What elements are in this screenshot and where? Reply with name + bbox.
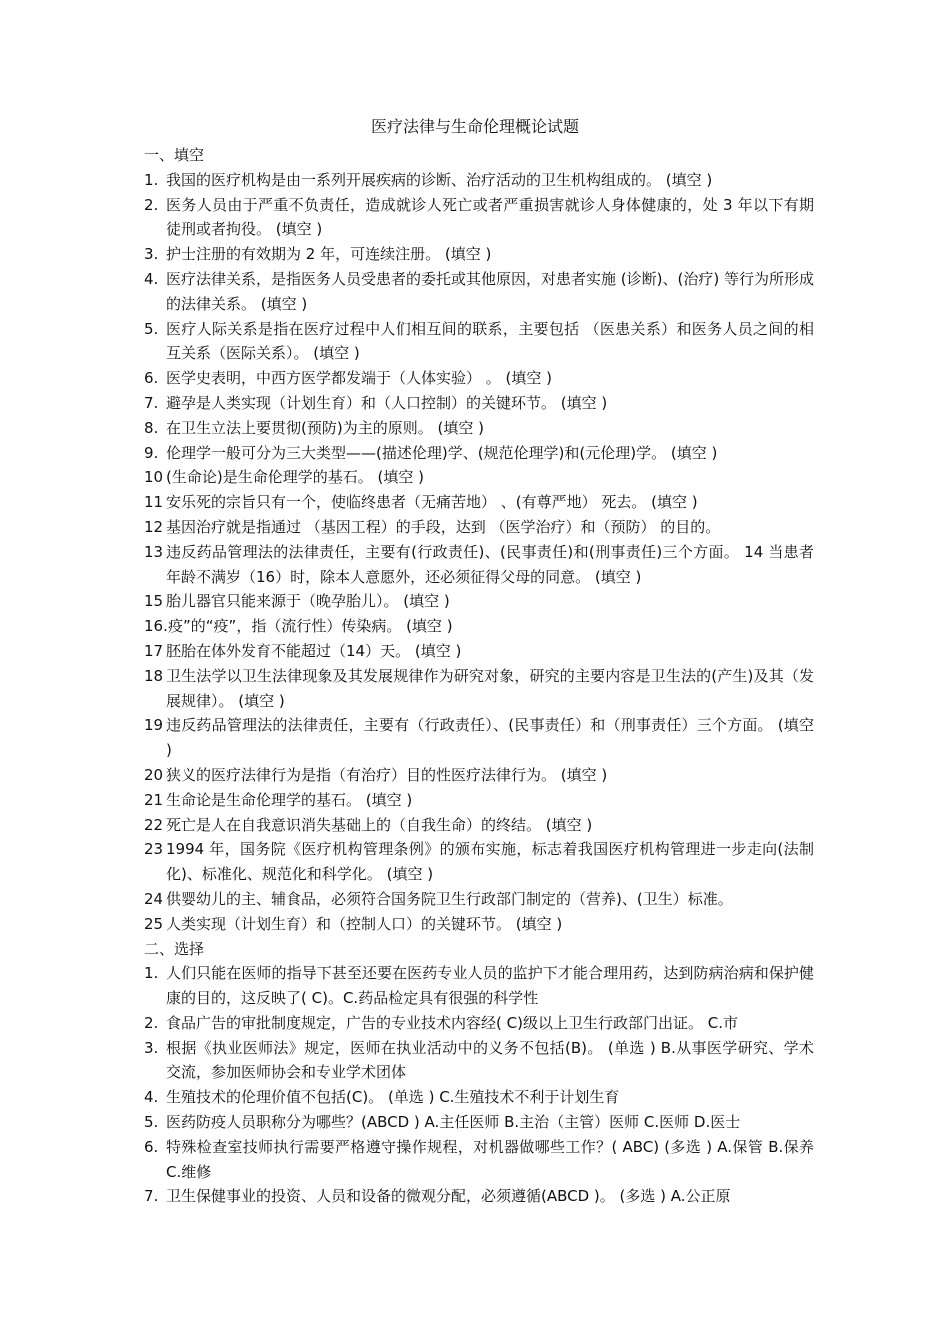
fill-in-question: [144, 515, 814, 540]
choice-question: [144, 1036, 814, 1086]
question-number: 4.: [144, 1088, 159, 1107]
question-number: 22: [144, 815, 164, 834]
question-text: 死亡是人在自我意识消失基础上的（自我生命）的终结。 (填空 ): [166, 815, 593, 834]
question-number: 6.: [144, 1137, 159, 1156]
question-text: 护士注册的有效期为 2 年，可连续注册。 (填空 ): [166, 245, 492, 264]
question-number: 1.: [144, 170, 159, 189]
question-text: 供婴幼儿的主、辅食品，必须符合国务院卫生行政部门制定的（营养)、(卫生）标准。: [166, 889, 733, 908]
question-number: 2.: [144, 1013, 159, 1032]
question-number: 7.: [144, 1187, 159, 1206]
question-text: 人类实现（计划生育）和（控制人口）的关键环节。 (填空 ): [166, 914, 563, 933]
question-text: 医药防疫人员职称分为哪些？(ABCD ) A.主任医师 B.主治（主管）医师 C.医师 D.医士: [166, 1113, 741, 1132]
question-number: 10: [144, 468, 164, 487]
fill-in-question: [144, 912, 814, 937]
question-number: 3.: [144, 1038, 159, 1057]
fill-in-question: [144, 416, 814, 441]
question-number: 8.: [144, 418, 159, 437]
question-number: 25: [144, 914, 164, 933]
question-number: 11: [144, 493, 164, 512]
fill-in-question: [144, 465, 814, 490]
choice-question: [144, 1184, 814, 1209]
question-number: 7.: [144, 393, 159, 412]
question-number: 9.: [144, 443, 159, 462]
question-number: 23: [144, 840, 164, 859]
question-text: 1994 年，国务院《医疗机构管理条例》的颁布实施，标志着我国医疗机构管理进一步走向(法制化)、标准化、规范化和科学化。 (填空 ): [166, 840, 814, 884]
section-heading-fill-in: 一、填空: [144, 146, 205, 164]
fill-in-question: [144, 366, 814, 391]
question-text: 医务人员由于严重不负责任，造成就诊人死亡或者严重损害就诊人身体健康的，处 3 年以下有期徒刑或者拘役。 (填空 ): [166, 195, 814, 239]
question-text: 避孕是人类实现（计划生育）和（人口控制）的关键环节。 (填空 ): [166, 393, 608, 412]
section-heading-choice: 二、选择: [144, 939, 205, 958]
question-text: 生命论是生命伦理学的基石。 (填空 ): [166, 790, 413, 809]
fill-in-question: [144, 242, 814, 267]
fill-in-question: [144, 441, 814, 466]
question-number: 5.: [144, 319, 159, 338]
fill-in-question: [144, 837, 814, 887]
question-text: 医学史表明，中西方医学都发端于（人体实验） 。 (填空 ): [166, 369, 553, 388]
question-text: 安乐死的宗旨只有一个，使临终患者（无痛苦地） 、(有尊严地） 死去。 (填空 ): [166, 493, 698, 512]
question-number: 24: [144, 889, 164, 908]
question-text: 卫生保健事业的投资、人员和设备的微观分配，必须遵循(ABCD )。 (多选 ) A.公正原: [166, 1187, 731, 1206]
question-text: 我国的医疗机构是由一系列开展疾病的诊断、治疗活动的卫生机构组成的。 (填空 ): [166, 170, 713, 189]
question-number: 17: [144, 641, 164, 660]
choice-question: [144, 961, 814, 1011]
fill-in-question: [144, 168, 814, 193]
fill-in-question: [144, 788, 814, 813]
fill-in-question: [144, 317, 814, 367]
fill-in-question: [144, 490, 814, 515]
question-text: 生殖技术的伦理价值不包括(C)。 (单选 ) C.生殖技术不利于计划生育: [166, 1088, 620, 1107]
choice-question: [144, 1110, 814, 1135]
fill-in-question: [144, 614, 814, 639]
fill-in-question: [144, 639, 814, 664]
fill-in-question: [144, 664, 814, 714]
fill-in-question: [144, 763, 814, 788]
question-text: 胎儿器官只能来源于（晚孕胎儿）。 (填空 ): [166, 592, 450, 611]
question-text: 伦理学一般可分为三大类型——(描述伦理)学、(规范伦理学)和(元伦理)学。 (填空 ): [166, 443, 718, 462]
choice-question: [144, 1085, 814, 1110]
question-number: 21: [144, 790, 164, 809]
fill-in-question-list: [144, 168, 814, 937]
question-number: 6.: [144, 369, 159, 388]
question-text: (生命论)是生命伦理学的基石。 (填空 ): [166, 468, 424, 487]
question-text: 基因治疗就是指通过 （基因工程）的手段，达到 （医学治疗）和（预防） 的目的。: [166, 517, 721, 536]
fill-in-question: [144, 193, 814, 243]
question-text: 医疗人际关系是指在医疗过程中人们相互间的联系，主要包括 （医患关系）和医务人员之间的相互关系（医际关系）。 (填空 ): [166, 319, 814, 363]
fill-in-question: [144, 887, 814, 912]
question-number: 16.: [144, 617, 168, 636]
document-body: [144, 143, 814, 1209]
question-number: 12: [144, 517, 164, 536]
question-number: 20: [144, 765, 164, 784]
question-number: 3.: [144, 245, 159, 264]
document-title: 医疗法律与生命伦理概论试题: [370, 117, 579, 136]
choice-question: [144, 1135, 814, 1185]
choice-question-list: [144, 961, 814, 1209]
question-number: 18: [144, 666, 164, 685]
question-number: 13: [144, 542, 164, 561]
question-text: 医疗法律关系，是指医务人员受患者的委托或其他原因，对患者实施 (诊断)、(治疗) 等行为所形成的法律关系。 (填空 ): [166, 269, 814, 313]
choice-question: [144, 1011, 814, 1036]
question-text: 疫”的“疫”，指（流行性）传染病。 (填空 ): [168, 617, 453, 636]
fill-in-question: [144, 267, 814, 317]
fill-in-question: [144, 540, 814, 590]
question-text: 食品广告的审批制度规定，广告的专业技术内容经( C)级以上卫生行政部门出证。 C.市: [166, 1013, 738, 1032]
question-text: 违反药品管理法的法律责任，主要有（行政责任）、(民事责任）和（刑事责任）三个方面。 (填空 ): [166, 716, 814, 760]
question-number: 1.: [144, 964, 159, 983]
question-number: 2.: [144, 195, 159, 214]
fill-in-question: [144, 391, 814, 416]
fill-in-question: [144, 589, 814, 614]
question-text: 狭义的医疗法律行为是指（有治疗）目的性医疗法律行为。 (填空 ): [166, 765, 608, 784]
question-text: 违反药品管理法的法律责任，主要有(行政责任)、(民事责任)和(刑事责任)三个方面。 14 当患者年龄不满岁（16）时，除本人意愿外，还必须征得父母的同意。 (填空 ): [166, 542, 814, 586]
question-text: 特殊检查室技师执行需要严格遵守操作规程，对机器做哪些工作？( ABC) (多选 ) A.保管 B.保养 C.维修: [166, 1137, 814, 1181]
question-text: 根据《执业医师法》规定，医师在执业活动中的义务不包括(B)。 (单选 ) B.从事医学研究、学术交流，参加医师协会和专业学术团体: [166, 1038, 814, 1082]
question-number: 19: [144, 716, 164, 735]
question-text: 人们只能在医师的指导下甚至还要在医药专业人员的监护下才能合理用药，达到防病治病和保护健康的目的，这反映了( C)。C.药品检定具有很强的科学性: [166, 964, 814, 1008]
question-text: 卫生法学以卫生法律现象及其发展规律作为研究对象，研究的主要内容是卫生法的(产生)及其（发展规律）。 (填空 ): [166, 666, 814, 710]
question-text: 在卫生立法上要贯彻(预防)为主的原则。 (填空 ): [166, 418, 484, 437]
fill-in-question: [144, 813, 814, 838]
fill-in-question: [144, 713, 814, 763]
question-number: 4.: [144, 269, 159, 288]
question-text: 胚胎在体外发育不能超过（14）天。 (填空 ): [166, 641, 462, 660]
question-number: 5.: [144, 1113, 159, 1132]
question-number: 15: [144, 592, 164, 611]
